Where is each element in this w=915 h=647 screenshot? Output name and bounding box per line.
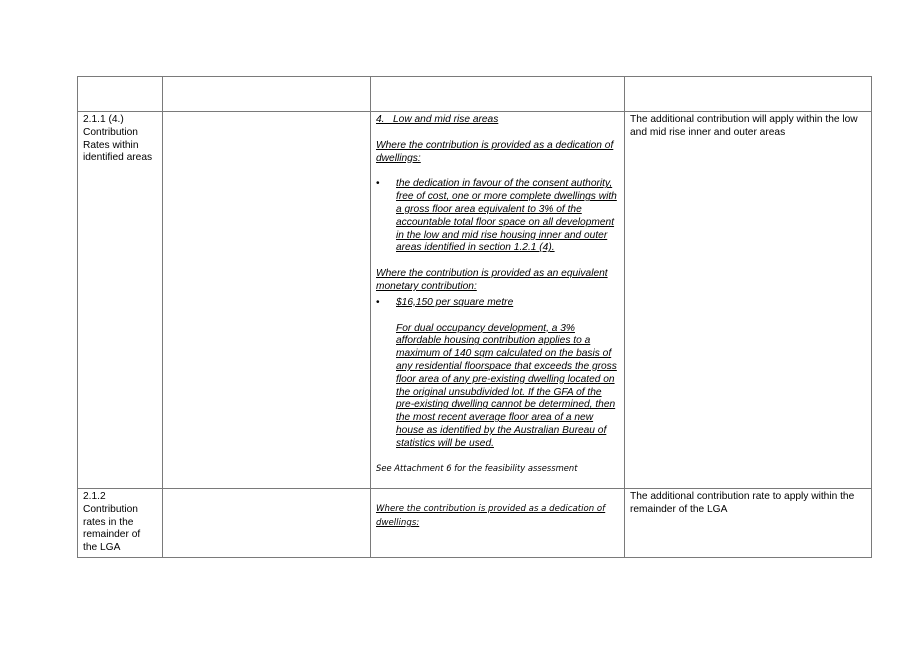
contribution-table [77,76,872,558]
table-cell [371,77,625,112]
table-row [78,112,872,489]
dedication-bullet-item [376,178,619,255]
provision-cell [371,112,625,489]
bullet-icon: • [376,296,380,308]
note-cell: The additional contribution rate to apply within the remainder of the LGA [625,489,872,558]
row-label: 2.1.1 (4.) Contribution Rates within identified areas [78,112,163,489]
provision-cell [371,489,625,558]
attachment-reference: See Attachment 6 for the feasibility assessment [376,462,578,473]
table-cell [78,77,163,112]
bullet-icon: • [376,178,380,190]
table-cell [625,77,872,112]
table-row [78,489,872,558]
table-cell [163,489,371,558]
monetary-bullet-item [376,297,619,310]
table-cell [163,112,371,489]
dedication-intro: Where the contribution is provided as a dedication of dwellings: [376,139,614,164]
monetary-intro: Where the contribution is provided as an equivalent monetary contribution: [376,268,608,292]
dual-occupancy-text: For dual occupancy development, a 3% affordable housing contribution applies to a maximum of 140 sqm calculated on the basis of any residential floorspace that exceeds the gross floor area of any pre-existing dwelling located on the original unsubdivided lot. If the GFA of the pre-existing dwelling cannot be determined, then the most recent average floor area of a new house as identified by the Australian Bureau of statistics will be used. [396,322,617,449]
table-row [78,77,872,112]
row-label: 2.1.2 Contribution rates in the remainder of the LGA [78,489,163,558]
monetary-bullet-text: $16,150 per square metre [396,296,514,308]
table-cell [163,77,371,112]
note-cell: The additional contribution will apply within the low and mid rise inner and outer areas [625,112,872,489]
dedication-intro: Where the contribution is provided as a dedication of dwellings: [376,504,606,528]
dedication-bullet-text: the dedication in favour of the consent authority, free of cost, one or more complete dwellings with a gross floor area equivalent to 3% of the accountable total floor space on all development in the low and mid rise housing inner and outer areas identified in section 1.2.1 (4). [396,178,617,254]
section-heading: 4. Low and mid rise areas [376,114,499,125]
